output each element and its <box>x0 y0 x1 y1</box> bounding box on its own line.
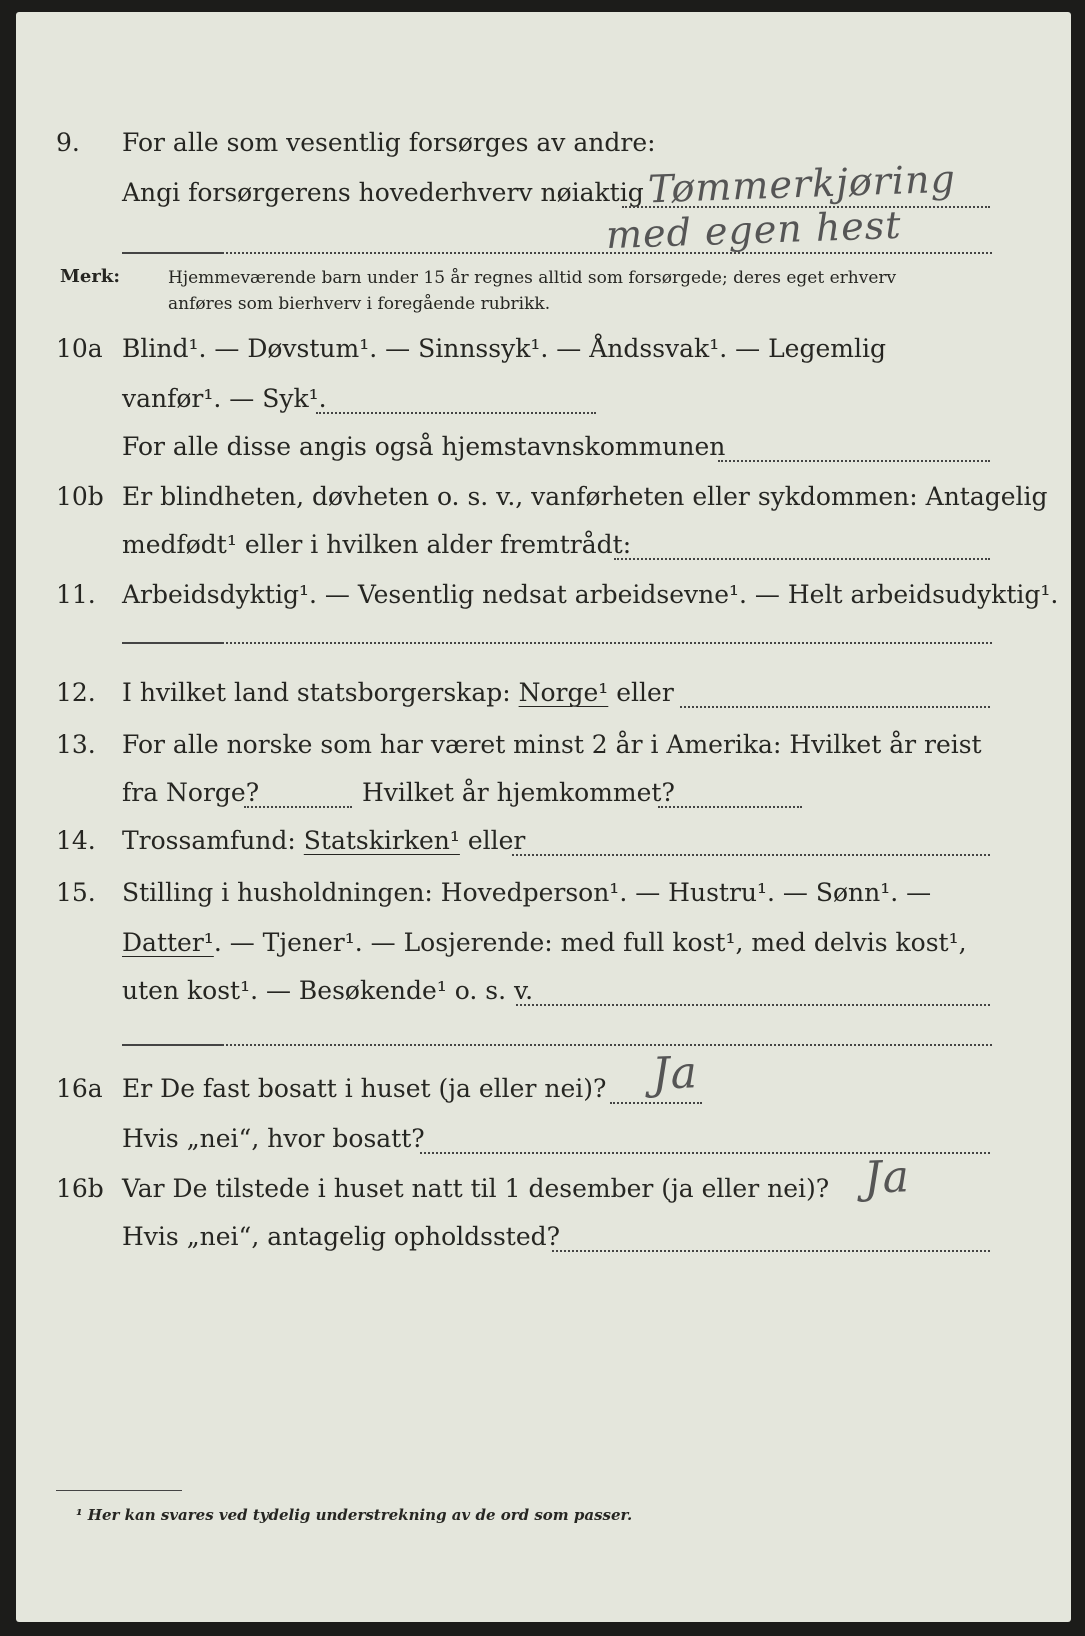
question-number: 13. <box>56 730 96 759</box>
question-12 <box>16 674 1071 714</box>
handwritten-answer: Tømmerkjøring <box>647 156 957 212</box>
question-text: For alle som vesentlig forsørges av andre: <box>122 128 656 157</box>
question-number: 10b <box>56 482 104 511</box>
question-number: 15. <box>56 878 96 907</box>
question-15 <box>16 874 1071 914</box>
answer-line <box>658 806 802 808</box>
answer-line <box>122 642 222 644</box>
note-text: Hjemmeværende barn under 15 år regnes alltid som forsørgede; deres eget erhverv <box>168 268 897 288</box>
underlined-choice: Norge¹ <box>518 678 609 707</box>
question-number: 14. <box>56 826 96 855</box>
census-form-page <box>16 12 1071 1622</box>
answer-line <box>122 252 222 254</box>
text-segment: I hvilket land statsborgerskap: <box>122 678 519 707</box>
handwritten-answer: Ja <box>651 1047 699 1100</box>
question-11 <box>16 576 1071 616</box>
answer-line <box>122 1044 222 1046</box>
question-text <box>122 826 525 855</box>
question-text <box>122 928 967 957</box>
answer-line <box>680 706 990 708</box>
question-number: 16b <box>56 1174 104 1203</box>
underlined-choice: Datter¹ <box>122 928 214 957</box>
question-10b <box>16 478 1071 518</box>
question-14 <box>16 822 1071 862</box>
question-number: 12. <box>56 678 96 707</box>
question-16a-line2 <box>16 1120 1071 1160</box>
question-text: Arbeidsdyktig¹. — Vesentlig nedsat arbeidsevne¹. — Helt arbeidsudyktig¹. <box>122 580 1059 609</box>
question-text: vanfør¹. — Syk¹. <box>122 384 327 413</box>
answer-line <box>316 412 596 414</box>
question-13 <box>16 726 1071 766</box>
answer-line <box>244 806 352 808</box>
question-text: medfødt¹ eller i hvilken alder fremtrådt: <box>122 530 632 559</box>
answer-line <box>222 1044 992 1046</box>
text-segment: Trossamfund: <box>122 826 304 855</box>
question-text: For alle disse angis også hjemstavnskommunen <box>122 432 726 461</box>
answer-line <box>610 1102 702 1104</box>
question-15-line2 <box>16 924 1071 964</box>
text-segment: . — Tjener¹. — Losjerende: med full kost¹, med delvis kost¹, <box>213 928 967 957</box>
text-segment: eller <box>608 678 674 707</box>
text-segment: eller <box>459 826 526 855</box>
question-number: 11. <box>56 580 96 609</box>
question-10a-line2 <box>16 380 1071 420</box>
question-10b-line2 <box>16 526 1071 566</box>
handwritten-answer: med egen hest <box>605 202 903 258</box>
question-number: 9. <box>56 128 80 157</box>
answer-line <box>222 642 992 644</box>
question-16b <box>16 1170 1071 1210</box>
handwritten-answer: Ja <box>863 1151 911 1204</box>
question-text: uten kost¹. — Besøkende¹ o. s. v. <box>122 976 534 1005</box>
question-text: For alle norske som har været minst 2 år i Amerika: Hvilket år reist <box>122 730 982 759</box>
question-text: Blind¹. — Døvstum¹. — Sinnssyk¹. — Åndssvak¹. — Legemlig <box>122 334 886 363</box>
answer-line <box>516 1004 990 1006</box>
question-13-line2 <box>16 774 1071 814</box>
answer-line <box>718 460 990 462</box>
note-label: Merk: <box>60 266 120 287</box>
question-16b-line2 <box>16 1218 1071 1258</box>
question-text: Hvis „nei“, antagelig opholdssted? <box>122 1222 561 1251</box>
question-text: Stilling i husholdningen: Hovedperson¹. — Hustru¹. — Sønn¹. — <box>122 878 932 907</box>
footnote-rule <box>56 1490 182 1491</box>
question-text: Hvis „nei“, hvor bosatt? <box>122 1124 425 1153</box>
question-16a <box>16 1070 1071 1110</box>
question-text: fra Norge? <box>122 778 260 807</box>
question-text: Hvilket år hjemkommet? <box>362 778 675 807</box>
question-text <box>122 678 674 707</box>
underlined-choice: Statskirken¹ <box>303 826 460 855</box>
question-text: Er blindheten, døvheten o. s. v., vanførheten eller sykdommen: Antagelig <box>122 482 1048 511</box>
answer-line <box>614 558 990 560</box>
answer-line <box>512 854 990 856</box>
question-text: Er De fast bosatt i huset (ja eller nei)? <box>122 1074 607 1103</box>
note-text: anføres som bierhverv i foregående rubrikk. <box>168 294 551 314</box>
footnote: ¹ Her kan svares ved tydelig understrekning av de ord som passer. <box>76 1506 633 1524</box>
question-15-line3 <box>16 972 1071 1012</box>
question-number: 10a <box>56 334 103 363</box>
answer-line <box>552 1250 990 1252</box>
question-10a <box>16 330 1071 370</box>
question-10a-line3 <box>16 428 1071 468</box>
question-number: 16a <box>56 1074 103 1103</box>
question-text: Var De tilstede i huset natt til 1 desember (ja eller nei)? <box>122 1174 830 1203</box>
question-text: Angi forsørgerens hovederhverv nøiaktig <box>122 178 644 207</box>
